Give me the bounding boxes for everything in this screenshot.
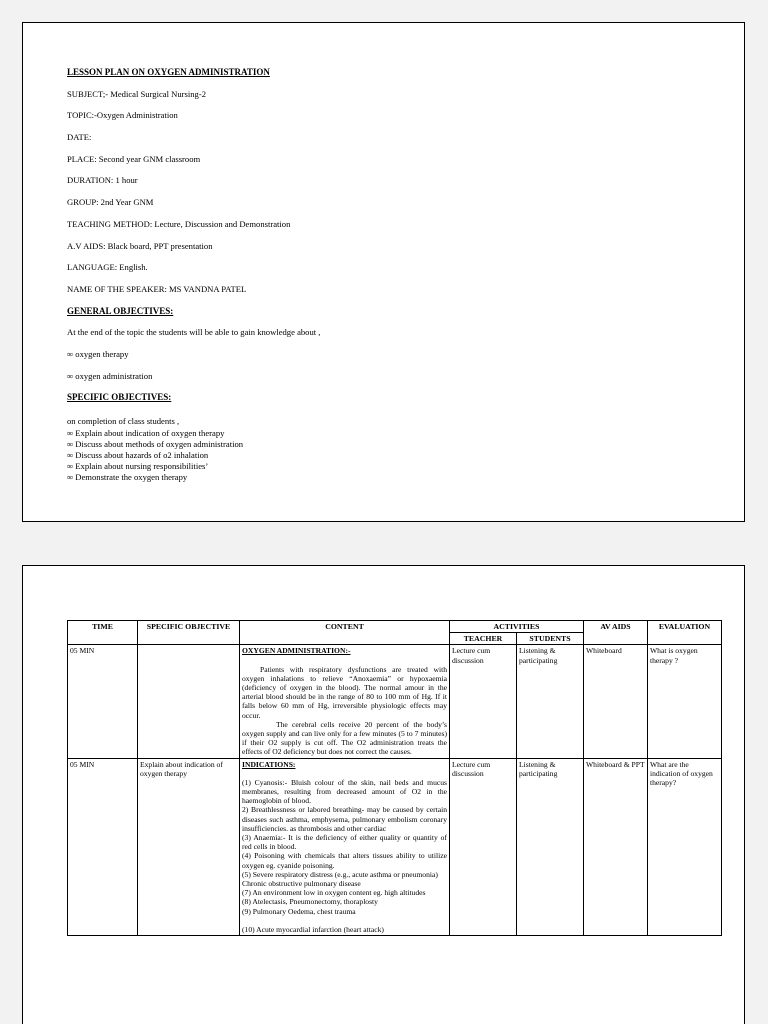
content-paragraph: The cerebral cells receive 20 percent of the body’s oxygen supply and can live only for a few minutes (5 to 7 minutes) if their O2 supply is cut off. The O2 administration treats the effects of O2 deficiency but does not correct the causes. (242, 719, 447, 757)
general-objectives-heading: GENERAL OBJECTIVES: (67, 305, 174, 316)
indication-item: (8) Atelectasis, Pneumonectomy, thoraplosty (242, 897, 378, 907)
av-aids-cell: Whiteboard & PPT (584, 758, 648, 935)
specific-objectives-intro: on completion of class students , (67, 416, 180, 427)
header-specific-objective: SPECIFIC OBJECTIVE (138, 621, 240, 645)
table-row (68, 758, 722, 935)
header-teacher: TEACHER (450, 633, 517, 645)
content-title: OXYGEN ADMINISTRATION:- (242, 646, 351, 656)
specific-objective-item: ∞ Explain about nursing responsibilities’ (67, 461, 209, 472)
content-title: INDICATIONS: (242, 759, 296, 769)
evaluation-cell: What are the indication of oxygen therapy? (648, 758, 722, 935)
indication-item: (4) Poisoning with chemicals that alters tissues ability to utilize oxygen eg. cyanide poisoning. (242, 851, 447, 870)
specific-objectives-list (67, 416, 707, 483)
header-students: STUDENTS (517, 633, 584, 645)
content-cell (240, 758, 450, 935)
indication-item: (5) Severe respiratory distress (e.g., acute asthma or pneumonia) (242, 869, 438, 879)
header-content: CONTENT (240, 621, 450, 645)
specific-objective-item: ∞ Discuss about hazards of o2 inhalation (67, 449, 209, 460)
place-line: PLACE: Second year GNM classroom (67, 153, 201, 164)
header-time: TIME (68, 621, 138, 645)
lesson-plan-header (67, 67, 707, 484)
general-objective-item: ∞ oxygen administration (67, 370, 153, 381)
evaluation-cell: What is oxygen therapy ? (648, 645, 722, 758)
indication-item: 2) Breathlessness or labored breathing- may be caused by certain diseases such asthma, emphysema, pulmonary embolism coronary insufficiencies. as thrombosis and other cardiac (242, 805, 447, 833)
content-paragraph: Patients with respiratory dysfunctions are treated with oxygen inhalations to relieve “Anoxaemia” or hypoxaemia (deficiency of oxygen in the blood). The normal amour in the arterial blood should be in the range of 80 to 100 mm of Hg. If it falls below 60 mm of Hg, irreversible physiologic effects may occur. (242, 664, 447, 720)
specific-objective-item: ∞ Explain about indication of oxygen therapy (67, 427, 225, 438)
speaker-line: NAME OF THE SPEAKER: MS VANDNA PATEL (67, 283, 247, 294)
time-cell: 05 MIN (68, 645, 138, 758)
content-cell (240, 645, 450, 758)
lesson-plan-title: LESSON PLAN ON OXYGEN ADMINISTRATION (67, 67, 270, 77)
indication-item: (10) Acute myocardial infarction (heart attack) (242, 924, 384, 934)
general-objectives-intro: At the end of the topic the students will be able to gain knowledge about , (67, 327, 321, 338)
indication-item: (9) Pulmonary Oedema, chest trauma (242, 906, 356, 916)
specific-objectives-heading: SPECIFIC OBJECTIVES: (67, 392, 172, 403)
document-page-2 (22, 565, 745, 1024)
table-row (68, 645, 722, 758)
teaching-method-line: TEACHING METHOD: Lecture, Discussion and Demonstration (67, 218, 291, 229)
teacher-activity-cell: Lecture cum discussion (450, 645, 517, 758)
student-activity-cell: Listening & participating (517, 645, 584, 758)
lesson-plan-table (67, 620, 722, 936)
group-line: GROUP: 2nd Year GNM (67, 197, 154, 208)
document-page-1 (22, 22, 745, 522)
indication-item: Chronic obstructive pulmonary disease (242, 879, 361, 889)
topic-line: TOPIC:-Oxygen Administration (67, 110, 178, 121)
objective-cell (138, 645, 240, 758)
teacher-activity-cell: Lecture cum discussion (450, 758, 517, 935)
indication-item: (7) An environment low in oxygen content eg. high altitudes (242, 888, 426, 898)
time-cell: 05 MIN (68, 758, 138, 935)
indication-item: (1) Cyanosis:- Bluish colour of the skin, nail beds and mucus membranes, resulting from decreased amount of O2 in the haemoglobin of blood. (242, 777, 447, 806)
header-evaluation: EVALUATION (648, 621, 722, 645)
date-line: DATE: (67, 132, 92, 143)
indication-item: (3) Anaemia:- It is the deficiency of either quality or quantity of red cells in blood. (242, 833, 447, 852)
general-objective-item: ∞ oxygen therapy (67, 348, 129, 359)
language-line: LANGUAGE: English. (67, 262, 148, 273)
av-aids-cell: Whiteboard (584, 645, 648, 758)
specific-objective-item: ∞ Discuss about methods of oxygen administration (67, 438, 244, 449)
objective-cell: Explain about indication of oxygen therapy (138, 758, 240, 935)
header-av-aids: AV AIDS (584, 621, 648, 645)
specific-objective-item: ∞ Demonstrate the oxygen therapy (67, 472, 188, 483)
duration-line: DURATION: 1 hour (67, 175, 138, 186)
student-activity-cell: Listening & participating (517, 758, 584, 935)
header-activities: ACTIVITIES (450, 621, 584, 633)
subject-line: SUBJECT;- Medical Surgical Nursing-2 (67, 88, 207, 99)
av-aids-line: A.V AIDS: Black board, PPT presentation (67, 240, 213, 251)
